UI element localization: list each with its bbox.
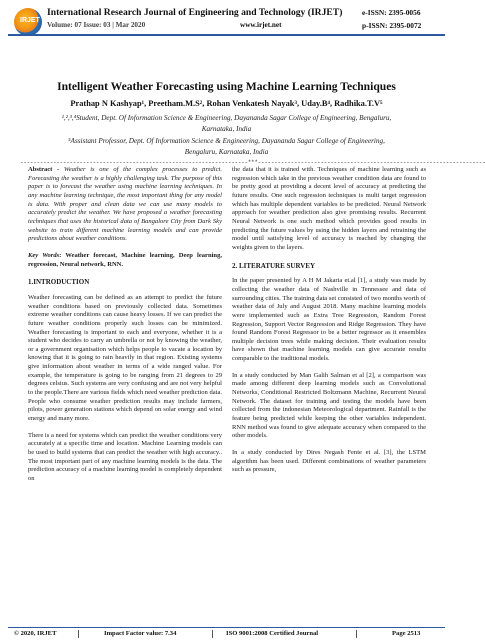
literature-paragraph-3: In a study conducted by Dires Negash Fente et al. [3], the LSTM algorithm has been used. Different combinations of weather parameters such as pressure, [232, 449, 426, 474]
affiliation-professor-line1: ⁵Assistant Professor, Dept. Of Information Science & Engineering, Dayananda Sagar College of Engineering, [68, 137, 385, 145]
left-column [28, 166, 222, 484]
footer-impact-factor: Impact Factor value: 7.34 [104, 630, 177, 637]
abstract [28, 166, 222, 244]
logo-text: IRJET [20, 17, 40, 24]
affiliation-professor [20, 136, 433, 158]
keywords-text: : Weather forecast, Machine learning, Deep learning, regression, Neural network, RNN. [28, 251, 222, 268]
volume-line: Volume: 07 Issue: 03 | Mar 2020 [47, 21, 146, 29]
intro-paragraph-3: the data that it is trained with. Techniques of machine learning such as regression which take in the previous weather condition data are found to be pretty good at providing a decent level of accuracy at predicting the future results. One such regression techniques is multi target regression which has multiple dependent variables to be predicted. Neural Network approach for weather prediction also give promising results. Recurrent Neural Network is one such method which provides good results in predicting the future values by using the hidden layers and retraining the model until satisfying level of accuracy is reached by changing the weights given to the layers. [232, 166, 426, 251]
footer-divider [212, 630, 213, 638]
abstract-text: Weather is one of the complex processes to predict. Forecasting the weather is a highly challenging task. The purpose of this paper is to forecast the weather using machine learning techniques. In any machine learning technique, the most important thing for any model is data. With proper and clean data we can use many models to accurately predict the weather. We have proposed a weather forecasting techniques that uses the historical data of Bangalore City from Dark Sky website to train different machine learning models and can provide predictions about weather conditions. [28, 166, 222, 243]
paper-title: Intelligent Weather Forecasting using Machine Learning Techniques [57, 80, 396, 93]
footer-page-number: Page 2513 [392, 630, 421, 637]
intro-paragraph-1: Weather forecasting can be defined as an attempt to predict the future weather conditions based on previously collected data. Sometimes extreme weather conditions can cause heavy losses. If we can predict the future weather conditions properly such losses can be minimized. Weather forecasting is important to each and everyone, whether it is a student who decides to carry an umbrella or not by knowing the weather, or a government organisation which helps people to vacate a location by knowing that it is going to rain heavily in that region. Existing systems give information about weather in terms of a wide ranged value. For example, the temperature is going to be ranging from 21 degrees to 29 degrees celsius. Such systems are very confusing and are not very helpful to the people.There are various fields which need weather prediction data. People who consume weather prediction results may include farmers, pilots, power generation stations which depend on solar energy and wind energy and many more. [28, 293, 222, 423]
footer-divider [78, 630, 79, 638]
journal-name: International Research Journal of Engineering and Technology (IRJET) [47, 7, 343, 18]
keywords-label: Key Words [28, 251, 60, 259]
intro-heading: 1.INTRODUCTION [28, 278, 90, 287]
literature-paragraph-1: In the paper presented by A H M Jakaria et.al [1], a study was made by collecting the weather data of Nashville in Tennessee and data of surrounding cities. The training data set consisted of two months worth of weather data of July and August 2018. Many machine learning models were implemented such as Extra Tree Regression, Random Forest Regression, Support Vector Regression and Ridge Regression. They have found Random Forest Regressor to be a better regressor as it ensembles multiple decision trees while making decision. Their evaluation results have shown that machine learning models can give accurate results comparable to the traditional models. [232, 277, 426, 363]
abstract-label: Abstract - [28, 166, 60, 173]
footer-divider [356, 630, 357, 638]
keywords [28, 252, 222, 269]
section-separator: ---------------------------------------------------------------------***--------------------------------------------------------------------- [20, 159, 485, 166]
website-link[interactable]: www.irjet.net [240, 21, 282, 29]
affiliation-students-line2: Karnataka, India [201, 124, 252, 133]
affiliation-students-line1: ¹,²,³,⁴Student, Dept. Of Information Science & Engineering, Dayananda Sagar College of Engineering, Bengaluru, [61, 114, 392, 122]
intro-paragraph-2: There is a need for systems which can predict the weather conditions very accurately at a specific time and location. Machine Learning models can be used to build systems that can predict the weather with high accuracy.. The most important part of any machine learning models is the data. The prediction accuracy of a machine learning model is completely dependent on [28, 431, 222, 482]
literature-paragraph-2: In a study conducted by Man Galih Salman et al [2], a comparison was made among different deep learning models such as Convolutional Networks, Conditional Restricted Boltzmann Machine, Recurrent Neural Network. The dataset for training and testing the models have been collected from the indonesian Meteorological department. Rainfall is the feature being predicted while keeping the other variables independent. RNN method was found to give adequate accuracy when compared to the other models. [232, 371, 426, 440]
affiliation-students [20, 113, 433, 135]
header-rule [8, 34, 445, 36]
e-issn: e-ISSN: 2395-0056 [362, 8, 421, 17]
paper-authors: Prathap N Kashyap¹, Preetham.M.S², Rohan Venkatesh Nayak³, Uday.B⁴, Radhika.T.V⁵ [70, 99, 383, 108]
literature-heading: 2. LITERATURE SURVEY [232, 261, 316, 270]
footer-iso: ISO 9001:2008 Certified Journal [226, 630, 319, 637]
affiliation-professor-line2: Bengaluru, Karnataka, India [184, 147, 269, 156]
footer-copyright: © 2020, IRJET [14, 630, 57, 637]
footer-rule [8, 627, 445, 628]
right-column [232, 166, 426, 475]
p-issn: p-ISSN: 2395-0072 [362, 21, 422, 30]
